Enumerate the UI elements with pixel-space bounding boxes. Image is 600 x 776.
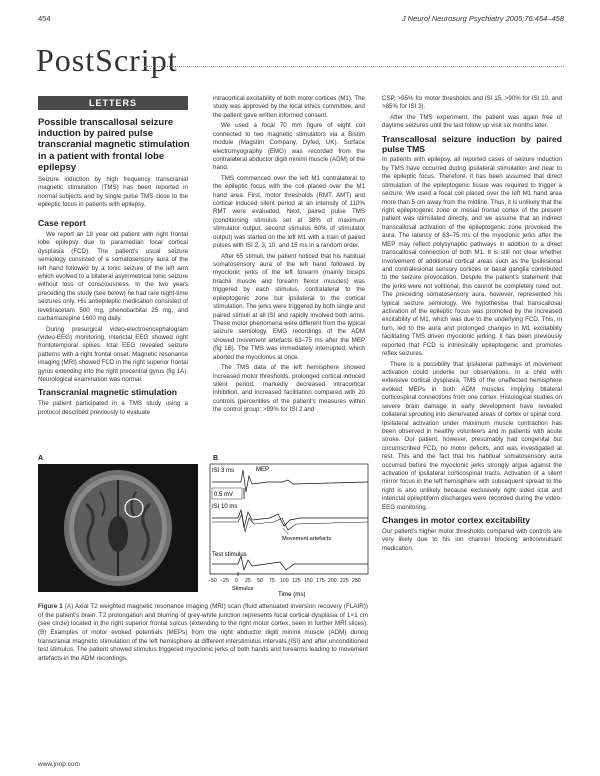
footer-url: www.jnnp.com <box>38 761 80 768</box>
label-isi3: ISI 3 ms <box>212 468 235 474</box>
tick-label: −50 <box>208 578 217 584</box>
tick-label: 150 <box>304 578 313 584</box>
tick-label: 225 <box>340 578 349 584</box>
page-number: 454 <box>38 14 51 23</box>
figure-caption <box>38 603 368 664</box>
tick-label: 75 <box>269 578 275 584</box>
column-2 <box>213 95 365 417</box>
x-axis-label: Time (ms) <box>278 591 306 598</box>
tms-paragraph-1: The patient participated in a TMS study using a protocol described previously to evaluate <box>38 400 188 416</box>
x-axis-ticks <box>208 578 361 584</box>
column-3 <box>382 95 562 555</box>
label-stimulus: Stimulus <box>232 586 254 592</box>
title-rule <box>144 66 564 67</box>
case-report-section <box>38 215 188 419</box>
caption-text: (A) Axial T2 weighted magnetic resonance imaging (MRI) scan (fluid attenuated inversion recovery (FLAIR)) of the patient's brain. T2 prolongation and blurring of grey-white junction represents focal cortical dysplasia of 1×1 cm (see circle) located in the right superior frontal sulcus (extending to the right motor cortex, seen in further MRI slices). (B) Examples of motor evoked potentials (MEPs) from the right abductor digiti minimi muscle (ADM) during transcranial magnetic stimulation of the left hemisphere at different interstimulus intervals (ISI) and after unconditioned test stimulus. The patient showed stimulus triggered myoclonic jerks of both hands and forearms leading to movement artefacts in the ADM recordings. <box>38 603 368 663</box>
label-mep: MEP <box>256 467 270 473</box>
col3-paragraph-5: Our patient's higher motor thresholds compared with controls are very likely due to his ion channel blocking anticonvulsant medication. <box>382 528 562 552</box>
tick-label: 0 <box>235 578 238 584</box>
caption-label: Figure 1 <box>38 603 63 610</box>
transcallosal-heading: Transcallosal seizure induction by paired pulse TMS <box>382 133 562 154</box>
label-movement-artefacts: Movement artefacts <box>282 536 332 542</box>
case-paragraph-1: We report an 18 year old patient with right frontal lobe epilepsy due to paramedian focal cortical dysplasia (FCD). The patient's usual seizure semiology consisted of a somatosensory aura of the left hand followed by a tonic seizure of the left arm which evolved to a bilateral asymmetrical tonic seizure without loss of consciousness. In the two years preceding the study (see below) he had rare night-time seizures only. His antiepileptic medication consisted of levetiracetam 500 mg, phenobarbital 25 mg, and carbamazepine 1600 mg daily. <box>38 230 188 323</box>
col2-paragraph-3: TMS commenced over the left M1 contralateral to the epileptic focus with the coil placed over the M1 hand area. First, motor thresholds (RMT, AMT) and cortical induced silent period at an intensity of 110% RMT were evaluated. Next, paired pulse TMS (conditioning stimulus set at 38% of maximum stimulator output, second stimulus 60% of stimulator output) was started on the left M1 with a train of paired pulses with ISI 2, 3, 10, and 15 ms in a random order. <box>213 174 365 250</box>
col2-paragraph-2: We used a focal 70 mm figure of eight coil connected to two magnetic stimulators via a Bistim module (Magstim Company, Dyfed, UK). Surface electromyography (EMG) was recorded from the contralateral abductor digiti minimi muscle (ADM) of the hand. <box>213 122 365 172</box>
col3-paragraph-1: CSP, >95% for motor thresholds and ISI 15, >90% for ISI 10, and >85% for ISI 3). <box>382 95 562 111</box>
mep-traces-figure <box>208 462 373 602</box>
figure-label-a: A <box>38 455 44 462</box>
tick-label: 175 <box>316 578 325 584</box>
case-report-heading: Case report <box>38 218 86 228</box>
running-head: J Neurol Neurosurg Psychiatry 2005;76:454–458 <box>401 14 564 23</box>
label-isi10: ISI 10 ms <box>212 504 238 510</box>
tick-label: −25 <box>220 578 229 584</box>
motor-cortex-heading: Changes in motor cortex excitability <box>382 515 531 526</box>
figure-label-b: B <box>213 455 219 462</box>
tick-label: 125 <box>292 578 301 584</box>
abstract <box>38 176 188 212</box>
tick-label: 25 <box>245 578 251 584</box>
tms-heading: Transcranial magnetic stimulation <box>38 387 177 398</box>
case-paragraph-2: During presurgical video-electroencephalogram (video-EEG) monitoring, interictal EEG showed right frontotemporal spikes. Ictal EEG revealed seizure patterns with a right frontal onset. Magnetic resonance imaging (MRI) showed FCD in the right superior frontal gyrus extending into the right precentral gyrus (fig 1A). Neurological examination was normal. <box>38 325 188 384</box>
col2-paragraph-5: The TMS data of the left hemisphere showed increased motor thresholds, prolonged cortical induced silent period, markedly decreased intracortical inhibition, and increased facilitation compared with 20 controls (percentiles of the patient's measures within the control group: >99% for ISI 2 and <box>213 364 365 414</box>
col3-paragraph-2: After the TMS experiment, the patient was again free of daytime seizures until the last follow up visit six months later. <box>382 113 562 130</box>
letters-banner: LETTERS <box>38 96 188 110</box>
tick-label: 100 <box>280 578 289 584</box>
col2-paragraph-1: intracortical excitability of both motor cortices (M1). The study was approved by the local ethics committee, and the patient gave written informed consent. <box>213 95 365 119</box>
mri-scan-image <box>38 464 198 592</box>
label-scale: 0.5 mV <box>214 492 234 498</box>
article-title: Possible transcallosal seizure induction by paired pulse transcranial magnetic stimulation in a patient with frontal lobe epilepsy <box>38 117 190 173</box>
col3-paragraph-3: In patients with epilepsy, all reported cases of seizure induction by TMS have occurred during ipsilateral stimulation and near to the epileptic focus. Therefore, it has been assumed that direct stimulation of the epileptogenic tissue was required to trigger a seizure. We used a focal coil placed over the left M1 hand area more than 5 cm away from the midline. Thus, it is unlikely that the right epileptogenic zone or mesial frontal cortex of the present patient was stimulated directly, and we assume that an indirect transcallosal activation of the epileptogenic zone provoked the aura. The latency of 63–75 ms of the myoclonic jerks after the MEP may reflect polysynaptic pathways in addition to a direct transcallosal connection of both M1. It is still not clear whether involvement of additional cortical areas such as the ipsilesional and contralesional sensory cortices or basal ganglia contributed to the seizure provocation. Despite the patient's statement that the jerks were not volitional, this cannot be completely ruled out. The preceding somatosensory aura, however, represented his typical seizure semiology. We hypothesise that transcallosal activation of the epileptic focus was promoted by the increased excitability of M1, which was due to the underlying FCD. This, in turn, led to the aura and prolonged changes in M1 excitability facilitating TMS driven myoclonic jerking. It has been previously reported that FCD is intrinsically epileptogenic and promotes reflex seizures. <box>382 156 562 358</box>
col3-paragraph-4: There is a possibility that ipsilateral pathways of movement activation could underlie our observations. In a child with extensive cortical dysplasia, TMS of the unaffected hemisphere evoked MEPs in both ADM muscles implying bilateral corticospinal connections from one cortex. Histological studies on severe brain damage in early development have revealed collateral sprouting into denervated areas of cortex or spinal cord. Ipsilateral activation under maximum muscle contraction has been observed in healthy volunteers and in patients with acute stroke. Our patient, however, presumably had congenital but circumscribed FCD, no motor deficits, and was investigated at rest. This and the fact that his habitual somatosensory aura occurred before the myoclonic jerks strongly argue against the activation of ipsilateral corticospinal tracts. Activation of a silent mirror focus in the left hemisphere with subsequent spread to the right is also unlikely because exclusively right sided ictal and interictal epileptiform discharges were recorded during the video-EEG monitoring. <box>382 360 562 511</box>
tick-label: 200 <box>328 578 337 584</box>
label-test-stimulus: Test stimulus <box>212 552 247 558</box>
section-title: PostScript <box>36 42 178 78</box>
tick-label: 250 <box>352 578 361 584</box>
tick-label: 50 <box>257 578 263 584</box>
col2-paragraph-4: After 65 stimuli, the patient noticed that his habitual somatosensory aura of the left hand followed by myoclonic jerks of the left forearm (mainly biceps brachii muscle and forearm flexor muscles) was triggered by each stimulus, contralateral to the epileptogenic zone but ipsilateral to the cortical stimulation. The jerks were triggered by both single and paired stimuli at all ISI and rapidly involved both arms. These motor phenomena were different from the typical seizure semiology. EMG recordings of the ADM showed movement artefacts 63–75 ms after the MEP (fig 1B). The TMS was immediately interrupted, which aborted the myoclonus at once. <box>213 252 365 361</box>
abstract-text: Seizure induction by high frequency transcranial magnetic stimulation (TMS) has been reported in normal subjects and by single pulse TMS close to the epileptic focus in patients with epilepsy. <box>38 176 188 209</box>
